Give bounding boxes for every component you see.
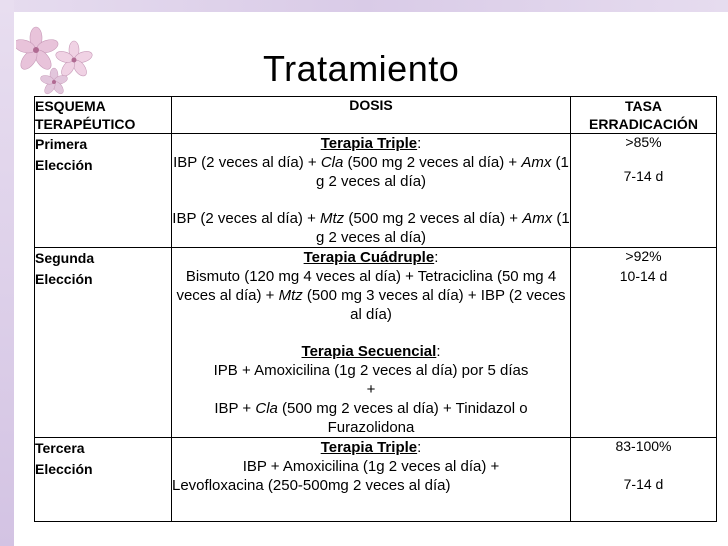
- scheme-cell: [35, 134, 172, 248]
- dose-text: IBP (2 veces al día) + Mtz (500 mg 2 veces al día) + Amx (1 g 2 veces al día): [172, 210, 570, 246]
- duration-days: 10-14 d: [619, 268, 668, 284]
- scheme-label: Segunda: [35, 250, 95, 266]
- table-row: [35, 134, 717, 248]
- dose-text: Bismuto (120 mg 4 veces al día) + Tetraciclina (50 mg 4 veces al día) + Mtz (500 mg 3 veces al día) + IBP (2 veces al día): [176, 268, 566, 323]
- duration-days: 7-14 d: [623, 168, 664, 184]
- scheme-label: Elección: [35, 461, 93, 477]
- scheme-cell: [35, 438, 172, 522]
- top-decorative-band: [0, 0, 728, 12]
- dose-text: IBP + Amoxicilina (1g 2 veces al día) +: [242, 458, 500, 475]
- dose-plus: +: [366, 381, 376, 398]
- therapy-name: Terapia Secuencial: [301, 343, 437, 360]
- therapy-name: Terapia Cuádruple: [303, 249, 435, 266]
- flower-decoration-icon: [16, 20, 106, 100]
- scheme-label: Primera: [35, 136, 88, 152]
- rate-cell: [571, 248, 717, 438]
- therapy-name: Terapia Triple: [320, 135, 418, 152]
- scheme-label: Tercera: [35, 440, 85, 456]
- page-title: Tratamiento: [263, 48, 460, 89]
- table-header-row: [35, 97, 717, 134]
- table-row: [35, 438, 717, 522]
- header-rate: TASA ERRADICACIÓN: [571, 97, 717, 134]
- dose-text: IBP (2 veces al día) + Cla (500 mg 2 veces al día) + Amx (1 g 2 veces al día): [173, 154, 569, 190]
- rate-cell: [571, 438, 717, 522]
- eradication-rate: 83-100%: [615, 438, 672, 454]
- dose-text: IPB + Amoxicilina (1g 2 veces al día) por 5 días: [213, 362, 529, 379]
- scheme-label: Elección: [35, 271, 93, 287]
- therapy-name: Terapia Triple: [320, 439, 418, 456]
- dose-cell: Terapia Triple: IBP + Amoxicilina (1g 2 veces al día) + Levofloxacina (250-500mg 2 veces al día): [172, 438, 571, 522]
- duration-days: 7-14 d: [623, 476, 664, 492]
- scheme-cell: [35, 248, 172, 438]
- table-row: [35, 248, 717, 438]
- eradication-rate: >92%: [625, 248, 662, 264]
- rate-cell: [571, 134, 717, 248]
- dose-text: Levofloxacina (250-500mg 2 veces al día): [172, 477, 451, 494]
- dose-cell: Terapia Triple: IBP (2 veces al día) + Cla (500 mg 2 veces al día) + Amx (1 g 2 veces al día) IBP (2 veces al día) + Mtz (500 mg 2 veces al día) + Amx (1 g 2 veces al día): [172, 135, 570, 246]
- scheme-label: Elección: [35, 157, 93, 173]
- left-decorative-band: [0, 0, 14, 546]
- dose-cell: Terapia Cuádruple: Bismuto (120 mg 4 veces al día) + Tetraciclina (50 mg 4 veces al día) + Mtz (500 mg 3 veces al día) + IBP (2 veces al día) Terapia Secuencial: IPB + Amoxicilina (1g 2 veces al día) por 5 días + IBP + Cla (500 mg 2 veces al día) + Tinidazol o Furazolidona: [172, 248, 571, 438]
- header-scheme: ESQUEMA TERAPÉUTICO: [35, 97, 172, 134]
- header-dose: DOSIS: [172, 97, 571, 134]
- eradication-rate: >85%: [625, 134, 662, 150]
- treatment-table: [34, 96, 717, 522]
- dose-text: IBP + Cla (500 mg 2 veces al día) + Tinidazol o Furazolidona: [214, 400, 528, 436]
